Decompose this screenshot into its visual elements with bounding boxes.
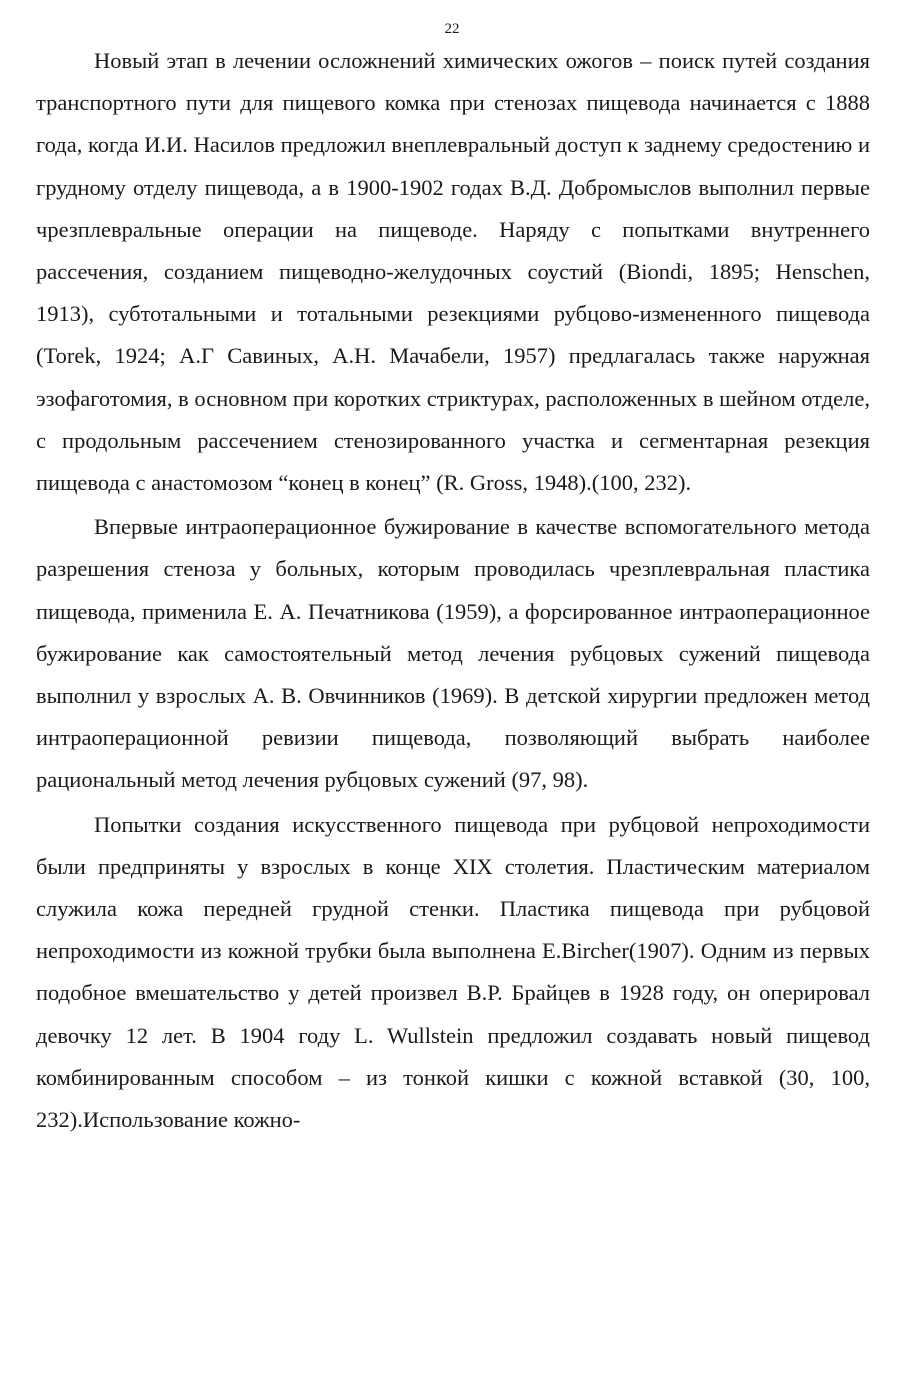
paragraph-1: Новый этап в лечении осложнений химических ожогов – поиск путей создания транспортного пути для пищевого комка при стенозах пищевода начинается с 1888 года, когда И.И. Насилов предложил внеплевральный доступ к заднему средостению и грудному отделу пищевода, а в 1900-1902 годах В.Д. Добромыслов выполнил первые чрезплевральные операции на пищеводе. Наряду с попытками внутреннего рассечения, созданием пищеводно-желудочных соустий (Biondi, 1895; Henschen, 1913), субтотальными и тотальными резекциями рубцово-измененного пищевода (Torek, 1924; А.Г Савиных, А.Н. Мачабели, 1957) предлагалась также наружная эзофаготомия, в основном при коротких стриктурах, расположенных в шейном отделе, с продольным рассечением стенозированного участка и сегментарная резекция пищевода с анастомозом “конец в конец” (R. Gross, 1948).(100, 232). xyxy=(36,48,870,496)
body-text xyxy=(36,40,870,1141)
page-number: 22 xyxy=(444,21,460,37)
paragraph-3: Попытки создания искусственного пищевода при рубцовой непроходимости были предприняты у взрослых в конце XIX столетия. Пластическим материалом служила кожа передней грудной стенки. Пластика пищевода при рубцовой непроходимости из кожной трубки была выполнена E.Bircher(1907). Одним из первых подобное вмешательство у детей произвел В.Р. Брайцев в 1928 году, он оперировал девочку 12 лет. В 1904 году L. Wullstein предложил создавать новый пищевод комбинированным способом – из тонкой кишки с кожной вставкой (30, 100, 232).Использование кожно- xyxy=(36,811,870,1133)
paragraph-2: Впервые интраоперационное бужирование в качестве вспомогательного метода разрешения стеноза у больных, которым проводилась чрезплевральная пластика пищевода, применила Е. А. Печатникова (1959), а форсированное интраоперационное бужирование как самостоятельный метод лечения рубцовых сужений пищевода выполнил у взрослых А. В. Овчинников (1969). В детской хирургии предложен метод интраоперационной ревизии пищевода, позволяющий выбрать наиболее рациональный метод лечения рубцовых сужений (97, 98). xyxy=(36,514,870,793)
